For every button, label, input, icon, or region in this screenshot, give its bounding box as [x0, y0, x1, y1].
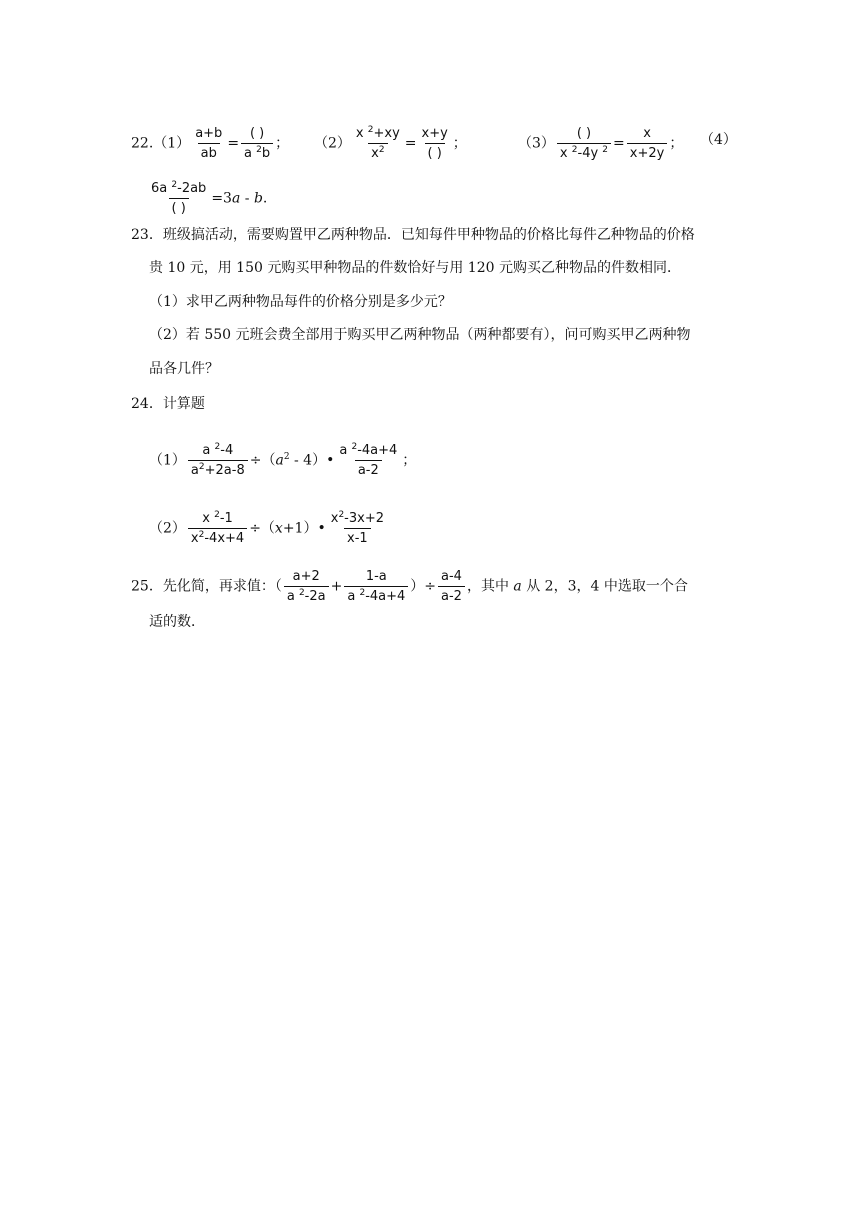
q22-p2-end: ；	[452, 135, 467, 152]
q22-p1-right-fraction: $\frac{( )}{a ^2b}$	[241, 125, 273, 162]
q22-p2-label: （2）	[314, 135, 351, 152]
q22-p3-left-fraction: $\frac{( )}{x ^2-4y ^2}$	[557, 125, 611, 162]
q24-p2-fraction2: $\frac{x^2-3x+2}{x-1}$	[330, 510, 384, 546]
q23-sub2-line1: （2）若 550 元班会费全部用于购买甲乙两种物品（两种都要有），问可购买甲乙两种物	[149, 327, 691, 343]
q22-number: 22.	[131, 135, 154, 152]
q22-part4: $\frac{6a ^2-2ab}{( )}$ =3a - b.	[146, 180, 267, 217]
q22-p1-end: ；	[275, 135, 290, 152]
q22-p3-right-fraction: $\frac{x}{x+2y}$	[627, 125, 668, 162]
q23-sub2-line2: 品各几件？	[149, 361, 219, 377]
q24-p2-fraction1: $\frac{x ^2-1}{x^2-4x+4}$	[188, 510, 247, 547]
q25-line1: 25．先化简，再求值：（ $\frac{a+2}{a ^2-2a}$ + $\frac{1-a}{a ^2-4a+4}$ ）÷ $\frac{a-4}{a-2}$ ，其中 a 从 2，3，4 中选取一个合	[131, 569, 688, 604]
q22-p2-right-fraction: $\frac{x+y}{( )}$	[421, 126, 448, 161]
q25-line2: 适的数．	[149, 614, 205, 630]
q22-p4-fraction: $\frac{6a ^2-2ab}{( )}$	[151, 180, 207, 216]
q25-fraction2: $\frac{1-a}{a ^2-4a+4}$	[344, 568, 408, 605]
q25-fraction3: $\frac{a-4}{a-2}$	[438, 568, 465, 605]
q23-sub1: （1）求甲乙两种物品每件的价格分别是多少元？	[149, 294, 452, 310]
q22-p3-end: ；	[669, 135, 684, 152]
q22-p1-left-fraction: $\frac{a+b}{ab}$	[195, 126, 223, 161]
q23-line2: 贵 10 元，用 150 元购买甲种物品的件数恰好与用 120 元购买乙种物品的件数相同．	[149, 260, 681, 276]
q24-p1-fraction2: $\frac{a ^2-4a+4}{a-2}$	[339, 442, 398, 478]
q22-line1: 22.（1） $\frac{a+b}{ab}$ = $\frac{( )}{a ^2b}$ ；	[131, 126, 290, 161]
q22-part3: （3） $\frac{( )}{x ^2-4y ^2}$ = $\frac{x}{x+2y}$ ；	[518, 126, 684, 161]
q22-p3-label: （3）	[518, 135, 555, 152]
q22-p1-label: （1）	[153, 135, 191, 152]
q24-part2: （2） $\frac{x ^2-1}{x^2-4x+4}$ ÷（x+1）• $\frac{x^2-3x+2}{x-1}$	[149, 510, 389, 547]
q22-part4-label: （4）	[700, 132, 737, 148]
q24-part1: （1） $\frac{a ^2-4}{a^2+2a-8}$ $\div(a^2$ - 4）• $\frac{a ^2-4a+4}{a-2}$ ；	[149, 442, 417, 478]
q24-p1-fraction1: $\frac{a ^2-4}{a^2+2a-8}$	[188, 442, 248, 479]
q24-title: 24．计算题	[131, 396, 205, 412]
q23-line1: 23．班级搞活动，需要购置甲乙两种物品．已知每件甲种物品的价格比每件乙种物品的价格	[131, 227, 695, 243]
q22-part2: （2） $\frac{x ^2+xy}{x^2}$ = $\frac{x+y}{( )}$ ；	[314, 125, 467, 161]
q22-p2-left-fraction: $\frac{x ^2+xy}{x^2}$	[355, 125, 400, 161]
q25-fraction1: $\frac{a+2}{a ^2-2a}$	[284, 568, 329, 605]
